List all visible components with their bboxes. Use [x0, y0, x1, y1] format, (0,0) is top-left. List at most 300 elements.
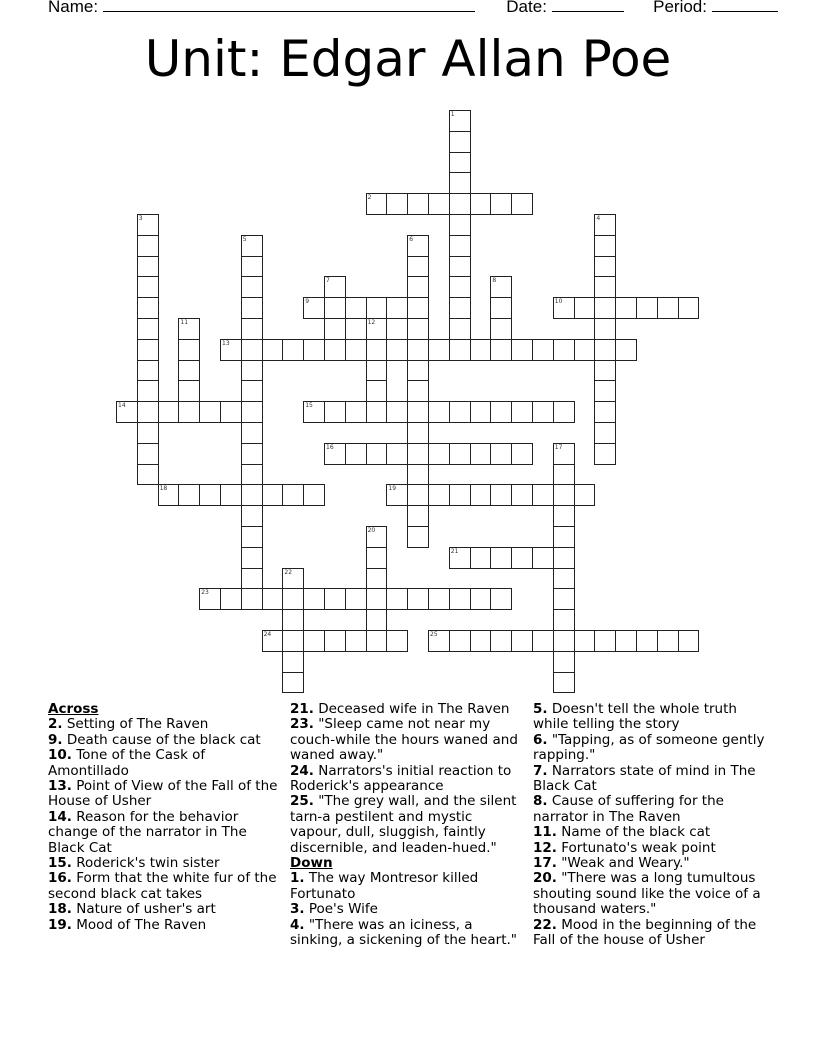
clues-column-1 — [48, 702, 280, 933]
clue-down — [533, 702, 769, 733]
clue-down — [533, 825, 769, 840]
clue-across — [48, 871, 280, 902]
grid-cell[interactable] — [428, 588, 450, 610]
grid-cell[interactable] — [303, 297, 325, 319]
grid-cell[interactable] — [407, 443, 429, 465]
grid-cell[interactable] — [594, 339, 616, 361]
grid-cell[interactable] — [241, 235, 263, 257]
grid-cell[interactable] — [594, 401, 616, 423]
grid-cell[interactable] — [407, 235, 429, 257]
clue-number: 14. — [48, 808, 72, 825]
grid-cell[interactable] — [532, 339, 554, 361]
clue-text: "There was an iciness, a sinking, a sickening of the heart." — [290, 916, 517, 949]
grid-cell[interactable] — [678, 297, 700, 319]
grid-cell[interactable] — [241, 588, 263, 610]
grid-cell[interactable] — [470, 443, 492, 465]
grid-cell[interactable] — [553, 588, 575, 610]
cell-number: 24 — [263, 631, 272, 638]
grid-cell[interactable] — [241, 568, 263, 590]
grid-cell[interactable] — [178, 318, 200, 340]
grid-cell[interactable] — [594, 443, 616, 465]
grid-cell[interactable] — [470, 484, 492, 506]
grid-cell[interactable] — [220, 484, 242, 506]
grid-cell[interactable] — [490, 547, 512, 569]
cell-number: 15 — [305, 402, 313, 410]
grid-cell[interactable] — [407, 276, 429, 298]
grid-cell[interactable] — [449, 318, 471, 340]
grid-cell[interactable] — [303, 588, 325, 610]
clue-number: 9. — [48, 731, 63, 748]
grid-cell[interactable] — [386, 630, 408, 652]
grid-cell[interactable] — [407, 401, 429, 423]
clue-text: Mood in the beginning of the Fall of the house of Usher — [533, 916, 757, 949]
grid-cell[interactable] — [594, 422, 616, 444]
grid-cell[interactable] — [137, 339, 159, 361]
grid-cell[interactable] — [262, 630, 284, 652]
grid-cell[interactable] — [407, 256, 429, 278]
clue-text: Narrators state of mind in The Black Cat — [533, 762, 756, 795]
grid-cell[interactable] — [449, 256, 471, 278]
grid-cell[interactable] — [553, 297, 575, 319]
grid-cell[interactable] — [137, 401, 159, 423]
grid-cell[interactable] — [490, 193, 512, 215]
grid-cell[interactable] — [345, 401, 367, 423]
cell-number: 11 — [180, 319, 189, 326]
grid-cell[interactable] — [345, 297, 367, 319]
grid-cell[interactable] — [553, 339, 575, 361]
grid-cell[interactable] — [636, 297, 658, 319]
grid-cell[interactable] — [199, 588, 221, 610]
grid-cell[interactable] — [324, 297, 346, 319]
clue-across — [290, 702, 526, 717]
grid-cell[interactable] — [241, 297, 263, 319]
grid-cell[interactable] — [199, 401, 221, 423]
grid-cell[interactable] — [615, 297, 637, 319]
grid-cell[interactable] — [490, 630, 512, 652]
date-label: Date: — [506, 0, 547, 16]
grid-cell[interactable] — [449, 547, 471, 569]
page-title: Unit: Edgar Allan Poe — [144, 30, 672, 88]
clue-across — [290, 764, 526, 795]
grid-cell[interactable] — [178, 339, 200, 361]
grid-cell[interactable] — [282, 568, 304, 590]
grid-cell[interactable] — [449, 152, 471, 174]
grid-cell[interactable] — [386, 297, 408, 319]
grid-cell[interactable] — [262, 588, 284, 610]
grid-cell[interactable] — [345, 339, 367, 361]
clue-number: 23. — [290, 716, 314, 733]
grid-cell[interactable] — [345, 588, 367, 610]
grid-cell[interactable] — [449, 235, 471, 257]
grid-cell[interactable] — [657, 297, 679, 319]
cell-number: 9 — [305, 298, 310, 306]
grid-cell[interactable] — [574, 339, 596, 361]
grid-cell[interactable] — [428, 339, 450, 361]
grid-cell[interactable] — [324, 443, 346, 465]
down-heading: Down — [290, 855, 333, 872]
clue-number: 19. — [48, 916, 72, 933]
grid-cell[interactable] — [428, 443, 450, 465]
grid-cell[interactable] — [470, 547, 492, 569]
grid-cell[interactable] — [137, 318, 159, 340]
clue-text: Fortunato's weak point — [561, 839, 716, 856]
clue-number: 10. — [48, 747, 72, 764]
grid-cell[interactable] — [137, 214, 159, 236]
grid-cell[interactable] — [241, 401, 263, 423]
clue-number: 24. — [290, 762, 314, 779]
clue-text: Roderick's twin sister — [76, 855, 220, 872]
clue-number: 13. — [48, 778, 72, 795]
grid-cell[interactable] — [678, 630, 700, 652]
clue-text: Poe's Wife — [308, 901, 378, 918]
grid-cell[interactable] — [449, 443, 471, 465]
grid-cell[interactable] — [532, 630, 554, 652]
cell-number: 20 — [367, 527, 376, 534]
grid-cell[interactable] — [490, 443, 512, 465]
clue-number: 22. — [533, 916, 557, 933]
grid-cell[interactable] — [282, 651, 304, 673]
clue-down — [533, 733, 769, 764]
grid-cell[interactable] — [470, 630, 492, 652]
grid-cell[interactable] — [241, 339, 263, 361]
clue-number: 15. — [48, 855, 72, 872]
clues-column-2 — [290, 702, 526, 949]
grid-cell[interactable] — [428, 193, 450, 215]
clue-text: Death cause of the black cat — [66, 731, 261, 748]
grid-cell[interactable] — [428, 401, 450, 423]
grid-cell[interactable] — [366, 547, 388, 569]
grid-cell[interactable] — [282, 588, 304, 610]
clue-across — [290, 717, 526, 763]
grid-cell[interactable] — [366, 339, 388, 361]
clue-number: 16. — [48, 870, 72, 887]
grid-cell[interactable] — [241, 256, 263, 278]
cell-number: 6 — [409, 235, 414, 243]
clue-number: 5. — [533, 701, 548, 717]
clue-down — [290, 918, 526, 949]
grid-cell[interactable] — [511, 484, 533, 506]
grid-cell[interactable] — [553, 547, 575, 569]
date-field[interactable] — [552, 0, 624, 12]
grid-cell[interactable] — [470, 193, 492, 215]
grid-cell[interactable] — [366, 297, 388, 319]
grid-cell[interactable] — [470, 401, 492, 423]
cell-number: 13 — [222, 339, 230, 347]
grid-cell[interactable] — [553, 568, 575, 590]
grid-cell[interactable] — [490, 484, 512, 506]
clue-text: Tone of the Cask of Amontillado — [48, 747, 206, 779]
grid-cell[interactable] — [407, 339, 429, 361]
grid-cell[interactable] — [220, 401, 242, 423]
grid-cell[interactable] — [532, 547, 554, 569]
grid-cell[interactable] — [574, 630, 596, 652]
grid-cell[interactable] — [241, 380, 263, 402]
grid-cell[interactable] — [490, 339, 512, 361]
grid-cell[interactable] — [178, 401, 200, 423]
grid-cell[interactable] — [178, 484, 200, 506]
grid-cell[interactable] — [282, 609, 304, 631]
grid-cell[interactable] — [282, 484, 304, 506]
grid-cell[interactable] — [366, 630, 388, 652]
cell-number: 4 — [596, 215, 601, 222]
grid-cell[interactable] — [241, 526, 263, 548]
grid-cell[interactable] — [407, 422, 429, 444]
grid-cell[interactable] — [490, 318, 512, 340]
grid-cell[interactable] — [532, 484, 554, 506]
grid-cell[interactable] — [241, 318, 263, 340]
grid-cell[interactable] — [366, 443, 388, 465]
grid-cell[interactable] — [449, 484, 471, 506]
grid-cell[interactable] — [137, 235, 159, 257]
grid-cell[interactable] — [449, 193, 471, 215]
clue-down — [533, 764, 769, 795]
grid-cell[interactable] — [303, 484, 325, 506]
grid-cell[interactable] — [282, 672, 304, 694]
cell-number: 7 — [326, 277, 330, 285]
grid-cell[interactable] — [407, 193, 429, 215]
grid-cell[interactable] — [137, 297, 159, 319]
grid-cell[interactable] — [241, 360, 263, 382]
grid-cell[interactable] — [262, 484, 284, 506]
grid-cell[interactable] — [407, 505, 429, 527]
grid-cell[interactable] — [345, 630, 367, 652]
clue-text: Nature of usher's art — [76, 901, 216, 918]
grid-cell[interactable] — [449, 588, 471, 610]
grid-cell[interactable] — [178, 360, 200, 382]
period-label: Period: — [653, 0, 707, 16]
grid-cell[interactable] — [594, 380, 616, 402]
grid-cell[interactable] — [615, 339, 637, 361]
clue-number: 4. — [290, 916, 305, 933]
grid-cell[interactable] — [490, 401, 512, 423]
grid-cell[interactable] — [574, 484, 596, 506]
grid-cell[interactable] — [220, 588, 242, 610]
clue-across — [290, 794, 526, 856]
grid-cell[interactable] — [532, 401, 554, 423]
grid-cell[interactable] — [324, 339, 346, 361]
grid-cell[interactable] — [137, 380, 159, 402]
grid-cell[interactable] — [636, 630, 658, 652]
clue-number: 25. — [290, 793, 314, 810]
grid-cell[interactable] — [553, 672, 575, 694]
clue-text: Form that the white fur of the second black cat takes — [48, 870, 277, 902]
grid-cell[interactable] — [449, 276, 471, 298]
grid-cell[interactable] — [303, 401, 325, 423]
grid-cell[interactable] — [241, 547, 263, 569]
grid-cell[interactable] — [241, 484, 263, 506]
grid-cell[interactable] — [220, 339, 242, 361]
grid-cell[interactable] — [428, 630, 450, 652]
grid-cell[interactable] — [386, 443, 408, 465]
grid-cell[interactable] — [553, 630, 575, 652]
grid-cell[interactable] — [303, 630, 325, 652]
clue-number: 18. — [48, 901, 72, 918]
grid-cell[interactable] — [407, 484, 429, 506]
grid-cell[interactable] — [511, 547, 533, 569]
clue-text: "Tapping, as of someone gently rapping." — [533, 731, 765, 764]
grid-cell[interactable] — [241, 443, 263, 465]
grid-cell[interactable] — [594, 235, 616, 257]
clue-across — [48, 810, 280, 856]
grid-cell[interactable] — [594, 297, 616, 319]
grid-cell[interactable] — [490, 588, 512, 610]
grid-cell[interactable] — [407, 360, 429, 382]
grid-cell[interactable] — [158, 484, 180, 506]
grid-cell[interactable] — [594, 630, 616, 652]
grid-cell[interactable] — [428, 484, 450, 506]
grid-cell[interactable] — [116, 401, 138, 423]
grid-cell[interactable] — [386, 484, 408, 506]
grid-cell[interactable] — [282, 630, 304, 652]
grid-cell[interactable] — [386, 588, 408, 610]
grid-cell[interactable] — [407, 318, 429, 340]
grid-cell[interactable] — [449, 131, 471, 153]
grid-cell[interactable] — [511, 339, 533, 361]
grid-cell[interactable] — [386, 339, 408, 361]
grid-cell[interactable] — [137, 443, 159, 465]
grid-cell[interactable] — [366, 609, 388, 631]
grid-cell[interactable] — [137, 464, 159, 486]
clue-text: "Sleep came not near my couch-while the hours waned and waned away." — [290, 716, 518, 764]
grid-cell[interactable] — [386, 193, 408, 215]
grid-cell[interactable] — [553, 443, 575, 465]
clue-number: 20. — [533, 870, 557, 887]
grid-cell[interactable] — [594, 318, 616, 340]
clue-number: 7. — [533, 762, 548, 779]
grid-cell[interactable] — [158, 401, 180, 423]
grid-cell[interactable] — [449, 401, 471, 423]
grid-cell[interactable] — [407, 526, 429, 548]
clue-down — [290, 871, 526, 902]
clue-down — [533, 871, 769, 917]
grid-cell[interactable] — [449, 214, 471, 236]
clue-text: Point of View of the Fall of the House of Usher — [48, 778, 278, 810]
grid-cell[interactable] — [366, 380, 388, 402]
grid-cell[interactable] — [594, 360, 616, 382]
grid-cell[interactable] — [449, 630, 471, 652]
clue-number: 3. — [290, 901, 305, 918]
grid-cell[interactable] — [594, 276, 616, 298]
clue-text: Mood of The Raven — [76, 916, 207, 933]
grid-cell[interactable] — [366, 318, 388, 340]
grid-cell[interactable] — [241, 422, 263, 444]
grid-cell[interactable] — [407, 380, 429, 402]
grid-cell[interactable] — [594, 256, 616, 278]
grid-cell[interactable] — [490, 297, 512, 319]
grid-cell[interactable] — [366, 360, 388, 382]
grid-cell[interactable] — [324, 588, 346, 610]
grid-cell[interactable] — [386, 401, 408, 423]
clue-text: Narrators's initial reaction to Roderick's appearance — [290, 762, 512, 795]
clue-text: The way Montresor killed Fortunato — [290, 870, 479, 902]
grid-cell[interactable] — [178, 380, 200, 402]
grid-cell[interactable] — [366, 401, 388, 423]
clue-text: "The grey wall, and the silent tarn-a pestilent and mystic vapour, dull, sluggish, faintly discernible, and leaden-hued." — [290, 793, 517, 856]
grid-cell[interactable] — [615, 630, 637, 652]
clue-across — [48, 733, 280, 748]
clue-number: 2. — [48, 716, 63, 733]
grid-cell[interactable] — [366, 526, 388, 548]
cell-number: 5 — [242, 235, 247, 243]
grid-cell[interactable] — [303, 339, 325, 361]
period-field[interactable] — [712, 0, 778, 12]
grid-cell[interactable] — [324, 276, 346, 298]
cell-number: 10 — [554, 298, 563, 306]
grid-cell[interactable] — [553, 484, 575, 506]
grid-cell[interactable] — [282, 339, 304, 361]
grid-cell[interactable] — [324, 318, 346, 340]
grid-cell[interactable] — [553, 401, 575, 423]
cell-number: 22 — [284, 568, 293, 576]
grid-cell[interactable] — [324, 401, 346, 423]
grid-cell[interactable] — [470, 588, 492, 610]
cell-number: 19 — [388, 485, 397, 493]
grid-cell[interactable] — [449, 339, 471, 361]
grid-cell[interactable] — [553, 651, 575, 673]
grid-cell[interactable] — [470, 339, 492, 361]
grid-cell[interactable] — [366, 193, 388, 215]
grid-cell[interactable] — [490, 276, 512, 298]
grid-cell[interactable] — [407, 588, 429, 610]
clue-number: 12. — [533, 839, 557, 856]
grid-cell[interactable] — [511, 193, 533, 215]
clue-text: Reason for the behavior change of the narrator in The Black Cat — [48, 808, 247, 856]
name-label: Name: — [48, 0, 99, 16]
grid-cell[interactable] — [262, 339, 284, 361]
grid-cell[interactable] — [511, 443, 533, 465]
grid-cell[interactable] — [553, 526, 575, 548]
grid-cell[interactable] — [553, 609, 575, 631]
grid-cell[interactable] — [137, 256, 159, 278]
grid-cell[interactable] — [345, 443, 367, 465]
grid-cell[interactable] — [657, 630, 679, 652]
grid-cell[interactable] — [137, 276, 159, 298]
grid-cell[interactable] — [137, 422, 159, 444]
clue-text: Cause of suffering for the narrator in The Raven — [533, 793, 724, 825]
clue-number: 17. — [533, 855, 557, 872]
grid-cell[interactable] — [449, 110, 471, 132]
name-field[interactable] — [103, 0, 475, 12]
grid-cell[interactable] — [553, 464, 575, 486]
grid-cell[interactable] — [407, 464, 429, 486]
cell-number: 16 — [326, 443, 334, 451]
grid-cell[interactable] — [449, 297, 471, 319]
grid-cell[interactable] — [241, 276, 263, 298]
grid-cell[interactable] — [324, 630, 346, 652]
clue-text: Deceased wife in The Raven — [318, 701, 510, 717]
clue-number: 21. — [290, 701, 314, 717]
grid-cell[interactable] — [241, 464, 263, 486]
clue-across — [48, 779, 280, 810]
grid-cell[interactable] — [594, 214, 616, 236]
grid-cell[interactable] — [366, 568, 388, 590]
grid-cell[interactable] — [574, 297, 596, 319]
grid-cell[interactable] — [199, 484, 221, 506]
clue-text: "There was a long tumultous shouting sound like the voice of a thousand waters." — [533, 870, 761, 918]
clue-across — [48, 918, 280, 933]
grid-cell[interactable] — [511, 401, 533, 423]
grid-cell[interactable] — [241, 505, 263, 527]
grid-cell[interactable] — [511, 630, 533, 652]
clue-number: 6. — [533, 731, 548, 748]
clue-text: Name of the black cat — [561, 824, 711, 841]
clue-down — [533, 794, 769, 825]
grid-cell[interactable] — [553, 505, 575, 527]
grid-cell[interactable] — [449, 172, 471, 194]
grid-cell[interactable] — [137, 360, 159, 382]
grid-cell[interactable] — [366, 588, 388, 610]
grid-cell[interactable] — [407, 297, 429, 319]
